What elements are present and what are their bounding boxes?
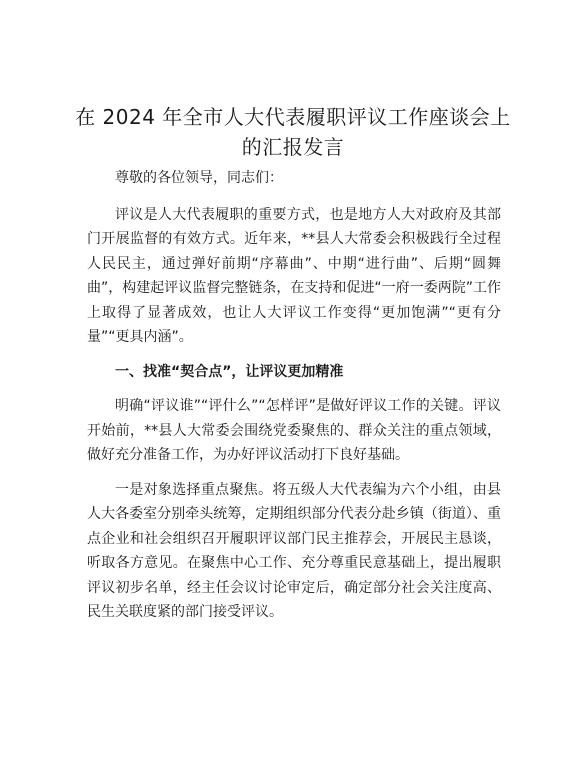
salutation: 尊敬的各位领导，同志们： [115, 170, 283, 186]
paragraph-2: 明确“评议谁”“评什么”“怎样评”是做好评议工作的关键。评议开始前，**县人大常委会围绕党委聚焦的、群众关注的重点领域，做好充分准备工作，为办好评议活动打下良好基础。 [87, 398, 501, 463]
section-heading-1: 一、找准“契合点”，让评议更加精准 [115, 363, 344, 380]
paragraph-3: 一是对象选择重点聚焦。将五级人大代表编为六个小组，由县人大各委室分别牵头统筹，定期组织部分代表分赴乡镇（街道）、重点企业和社会组织召开履职评议部门民主推荐会，开展民主恳谈，听取各方意见。在聚焦中心工作、充分尊重民意基础上，提出履职评议初步名单，经主任会议讨论审定后，确定部分社会关注度高、民生关联度紧的部门接受评议。 [87, 481, 501, 620]
title-line-2: 的汇报发言 [241, 135, 345, 159]
paragraph-intro: 评议是人大代表履职的重要方式，也是地方人大对政府及其部门开展监督的有效方式。近年来，**县人大常委会积极践行全过程人民民主，通过弹好前期“序幕曲”、中期“进行曲”、后期“圆舞曲”，构建起评议监督完整链条，在支持和促进“一府一委两院”工作上取得了显著成效，也让人大评议工作变得“更加饱满”“更有分量”“更具内涵”。 [87, 206, 501, 345]
document-body [87, 166, 501, 625]
title-line-1: 在 2024 年全市人大代表履职评议工作座谈会上 [75, 105, 511, 129]
document-title [60, 102, 526, 162]
